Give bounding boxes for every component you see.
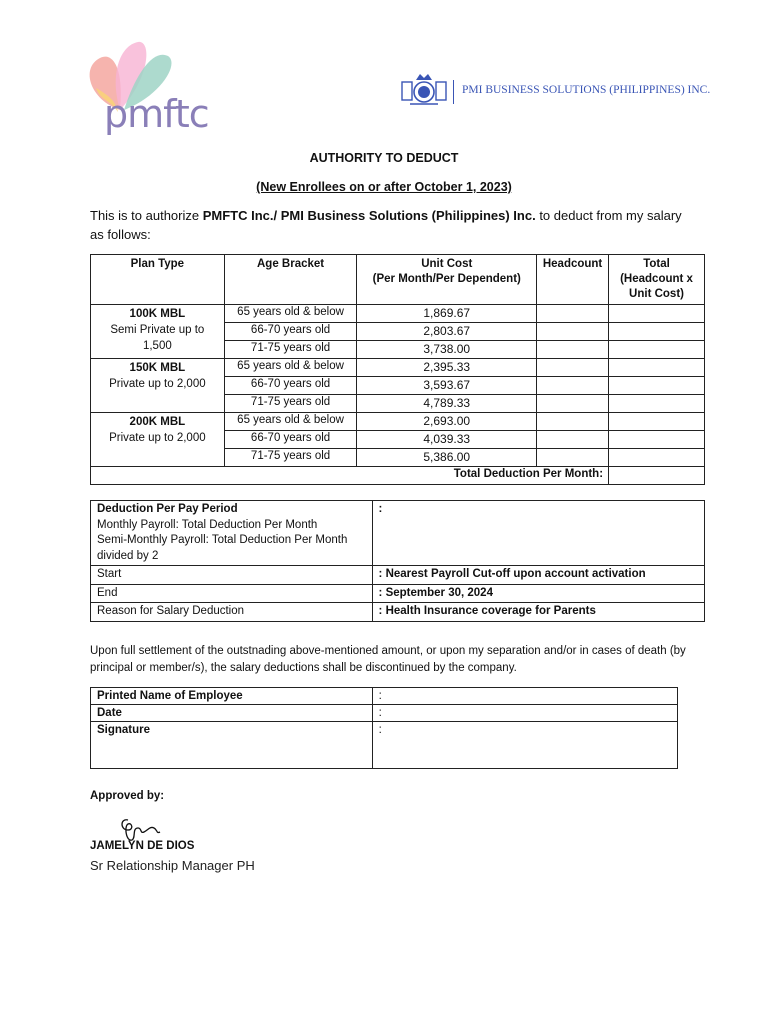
settlement-paragraph: Upon full settlement of the outstnading above-mentioned amount, or upon my separation and/or in cases of death (by principal or member/s), the salary deductions shall be discontinued by the company. [90,645,686,674]
approver-title: Sr Relationship Manager PH [90,858,255,873]
cost-cell: 2,395.33 [357,359,537,377]
headcount-cell[interactable] [537,395,609,413]
cost-cell: 3,593.67 [357,377,537,395]
total-cell[interactable] [609,431,705,449]
plan-name: 100K MBL [129,308,186,320]
date-field[interactable]: : [372,705,677,722]
total-cell[interactable] [609,305,705,323]
plan-table-header [91,255,705,305]
total-cell[interactable] [609,395,705,413]
pmi-divider [453,80,454,104]
total-cell[interactable] [609,377,705,395]
headcount-cell[interactable] [537,359,609,377]
table-row [91,359,705,377]
plan-table [90,254,705,485]
deduction-table [90,500,705,622]
headcount-cell[interactable] [537,305,609,323]
cost-cell: 4,789.33 [357,395,537,413]
start-value: : Nearest Payroll Cut-off upon account activation [372,566,704,585]
total-cell[interactable] [609,323,705,341]
reason-label: Reason for Salary Deduction [91,603,373,622]
intro-pre: This is to authorize [90,208,203,223]
cost-cell: 2,693.00 [357,413,537,431]
plan-desc: Semi Private up to 1,500 [110,324,205,352]
period-label-cell [91,501,373,566]
header-unit-cost-line1: Unit Cost [421,258,473,270]
table-row [91,566,705,585]
cost-cell: 4,039.33 [357,431,537,449]
table-row [91,705,678,722]
plan-name: 150K MBL [129,362,186,374]
cost-cell: 1,869.67 [357,305,537,323]
header-total [609,255,705,305]
start-label: Start [91,566,373,585]
age-cell: 65 years old & below [224,359,357,377]
employee-name-field[interactable]: : [372,688,677,705]
table-row [91,305,705,323]
document-title: AUTHORITY TO DEDUCT [309,151,459,165]
header-unit-cost-line2: (Per Month/Per Dependent) [372,273,521,285]
age-cell: 66-70 years old [224,323,357,341]
headcount-cell[interactable] [537,413,609,431]
headcount-cell[interactable] [537,323,609,341]
approved-by-label: Approved by: [90,790,165,802]
table-row [91,501,705,566]
headcount-cell[interactable] [537,449,609,467]
reason-value: : Health Insurance coverage for Parents [372,603,704,622]
end-label: End [91,584,373,603]
age-cell: 65 years old & below [224,413,357,431]
header-age-bracket: Age Bracket [224,255,357,305]
cost-cell: 2,803.67 [357,323,537,341]
plan-desc: Private up to 2,000 [109,432,206,444]
pmi-crest-icon [400,72,448,110]
document-subtitle: (New Enrollees on or after October 1, 2023) [256,180,512,194]
age-cell: 71-75 years old [224,395,357,413]
header-total-line2: (Headcount x [620,273,693,285]
period-line2: Semi-Monthly Payroll: Total Deduction Per Month divided by 2 [97,534,348,562]
headcount-cell[interactable] [537,341,609,359]
header-plan-type: Plan Type [91,255,225,305]
header-unit-cost [357,255,537,305]
pmftc-logo-text: pmftc [104,92,209,136]
age-cell: 71-75 years old [224,341,357,359]
total-row [91,467,705,485]
header-headcount: Headcount [537,255,609,305]
plan-cell [91,413,225,467]
date-label: Date [91,705,373,722]
age-cell: 65 years old & below [224,305,357,323]
period-label: Deduction Per Pay Period [97,503,238,515]
employee-name-label: Printed Name of Employee [91,688,373,705]
end-value: : September 30, 2024 [372,584,704,603]
intro-post: to deduct from my salary as follows: [90,208,682,242]
age-cell: 66-70 years old [224,377,357,395]
total-deduction-value[interactable] [609,467,705,485]
plan-desc: Private up to 2,000 [109,378,206,390]
pmi-logo-text: PMI BUSINESS SOLUTIONS (PHILIPPINES) INC. [462,84,711,96]
headcount-cell[interactable] [537,377,609,395]
total-cell[interactable] [609,359,705,377]
intro-paragraph [90,206,690,244]
intro-company: PMFTC Inc./ PMI Business Solutions (Philippines) Inc. [202,208,536,223]
total-cell[interactable] [609,449,705,467]
age-cell: 71-75 years old [224,449,357,467]
table-row [91,722,678,769]
total-cell[interactable] [609,413,705,431]
plan-name: 200K MBL [129,416,186,428]
approver-name: JAMELYN DE DIOS [90,840,195,852]
table-row [91,688,678,705]
total-cell[interactable] [609,341,705,359]
age-cell: 66-70 years old [224,431,357,449]
table-row [91,603,705,622]
signature-label: Signature [91,722,373,769]
headcount-cell[interactable] [537,431,609,449]
plan-cell [91,359,225,413]
employee-table [90,687,678,769]
period-line1: Monthly Payroll: Total Deduction Per Month [97,518,318,531]
cost-cell: 5,386.00 [357,449,537,467]
period-value[interactable]: : [372,501,704,566]
signature-field[interactable]: : [372,722,677,769]
table-row [91,584,705,603]
header-total-line3: Unit Cost) [629,288,684,300]
total-deduction-label: Total Deduction Per Month: [91,467,609,485]
cost-cell: 3,738.00 [357,341,537,359]
table-row [91,413,705,431]
plan-cell [91,305,225,359]
header-total-line1: Total [643,258,670,270]
